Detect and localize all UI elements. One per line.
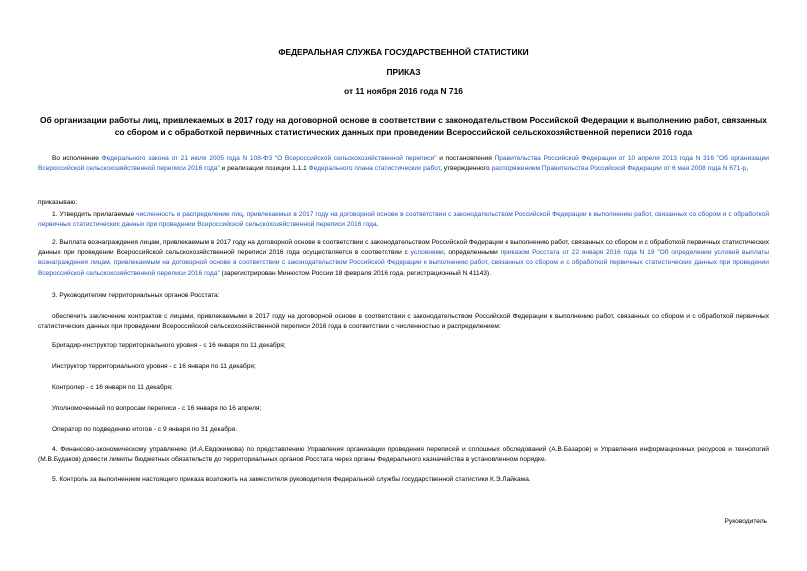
intro-text-4: , утвержденного — [440, 165, 492, 173]
doc-type: ПРИКАЗ — [386, 67, 421, 77]
order-word: приказываю: — [38, 199, 78, 206]
federal-plan-link[interactable]: Федерального плана статистических работ — [308, 165, 441, 173]
item-4: 4. Финансово-экономическому управлению (И.А.Евдокимова) по представлению Управления организации проведения переписей и сплошных обследований (А.В.Базаров) и Управления информационных ресурсов и технологий (М.В.Будаков) довести лимиты бюджетных обязательств до территориальных органов Росстата через органы Федерального казначейства в установленном порядке. — [38, 446, 769, 464]
item1-text-1: 1. Утвердить прилагаемые — [52, 211, 137, 218]
intro-text-2: и постановления — [436, 155, 495, 162]
intro-text-1: Во исполнение — [52, 155, 102, 162]
doc-date: от 11 ноября 2016 года N 716 — [344, 86, 463, 96]
government-order-link[interactable]: распоряжением Правительства Российской Федерации от 6 мая 2008 года N 671-р — [491, 165, 747, 173]
item-1 — [38, 210, 769, 230]
item-3-head: 3. Руководителям территориальных органов Росстата: — [52, 292, 220, 299]
federal-law-link[interactable]: Федерального закона от 21 июля 2005 года N 108-ФЗ "О Всероссийской сельскохозяйственной переписи" — [101, 155, 437, 162]
list-item: Инструктор территориального уровня - с 16 января по 11 декабря; — [52, 363, 256, 370]
signature: Руководитель — [724, 518, 767, 525]
item2-text-1: 2. Выплата вознаграждения лицам, привлекаемым в 2017 году на договорной основе в соответствии с законодательством Российской Федерации к выполнению работ, связанных со сбором и с обработкой первичных статистических данных при проведении Всероссийской сельскохозяйственной переписи 2016 года осуществляется в соответствии с — [38, 239, 769, 257]
conditions-link[interactable]: условиями — [410, 249, 444, 257]
intro-text-3: и реализации позиции 1.1.1 — [219, 165, 309, 173]
intro-text-5: , — [746, 165, 749, 173]
list-item: Бригадир-инструктор территориального уровня - с 16 января по 11 декабря; — [52, 342, 286, 349]
item1-text-2: . — [376, 221, 379, 229]
rosstat-order-link[interactable]: приказом Росстата от 22 января 2016 года N 19 "Об определении условий выплаты вознаграждения лицам, привлекаемым на договорной основе в соответствии с законодательством Российской Федерации к выполнению работ, связанных со сбором и с обработкой первичных статистических данных при проведении Всероссийской сельскохозяйственной переписи 2016 года" — [38, 249, 769, 277]
intro-paragraph — [38, 154, 769, 174]
government-decree-link[interactable]: Правительства Российской Федерации от 10 апреля 2013 года N 316 "Об организации Всероссийской сельскохозяйственной переписи 2016 года" — [38, 155, 769, 173]
list-item: Оператор по подведению итогов - с 9 января по 31 декабря. — [52, 426, 237, 433]
item-2 — [38, 238, 769, 279]
item-3-body: обеспечить заключение контрактов с лицами, привлекаемыми в 2017 году на договорной основе в соответствии с законодательством Российской Федерации к выполнению работ, связанных со сбором и с обработкой первичных статистических данных при проведении Всероссийской сельскохозяйственной переписи 2016 года в соответствии с численностью и распределением: — [38, 313, 769, 331]
doc-title: Об организации работы лиц, привлекаемых в 2017 году на договорной основе в соответствии с законодательством Российской Федерации к выполнению работ, связанных со сбором и с обработкой первичных статистических данных при проведении Всероссийской сельскохозяйственной переписи 2016 года — [40, 115, 767, 137]
item-5: 5. Контроль за выполнением настоящего приказа возложить на заместителя руководителя Федеральной службы государственной статистики К.Э.Лайкама. — [52, 476, 531, 483]
list-item: Контролер - с 16 января по 11 декабря; — [52, 384, 173, 391]
list-item: Уполномоченный по вопросам переписи - с 16 января по 16 апреля; — [52, 405, 262, 412]
org-name: ФЕДЕРАЛЬНАЯ СЛУЖБА ГОСУДАРСТВЕННОЙ СТАТИСТИКИ — [278, 47, 529, 57]
item2-text-3: (зарегистрирован Минюстом России 18 февраля 2016 года, регистрационный N 41143). — [219, 269, 492, 277]
item2-text-2: , определенными — [443, 249, 501, 257]
distribution-link[interactable]: численность и распределение лиц, привлекаемых в 2017 году на договорной основе в соответствии с законодательством Российской Федерации к выполнению работ, связанных со сбором и с обработкой первичных статистических данных при проведении Всероссийской сельскохозяйственной переписи 2016 года — [38, 211, 769, 229]
